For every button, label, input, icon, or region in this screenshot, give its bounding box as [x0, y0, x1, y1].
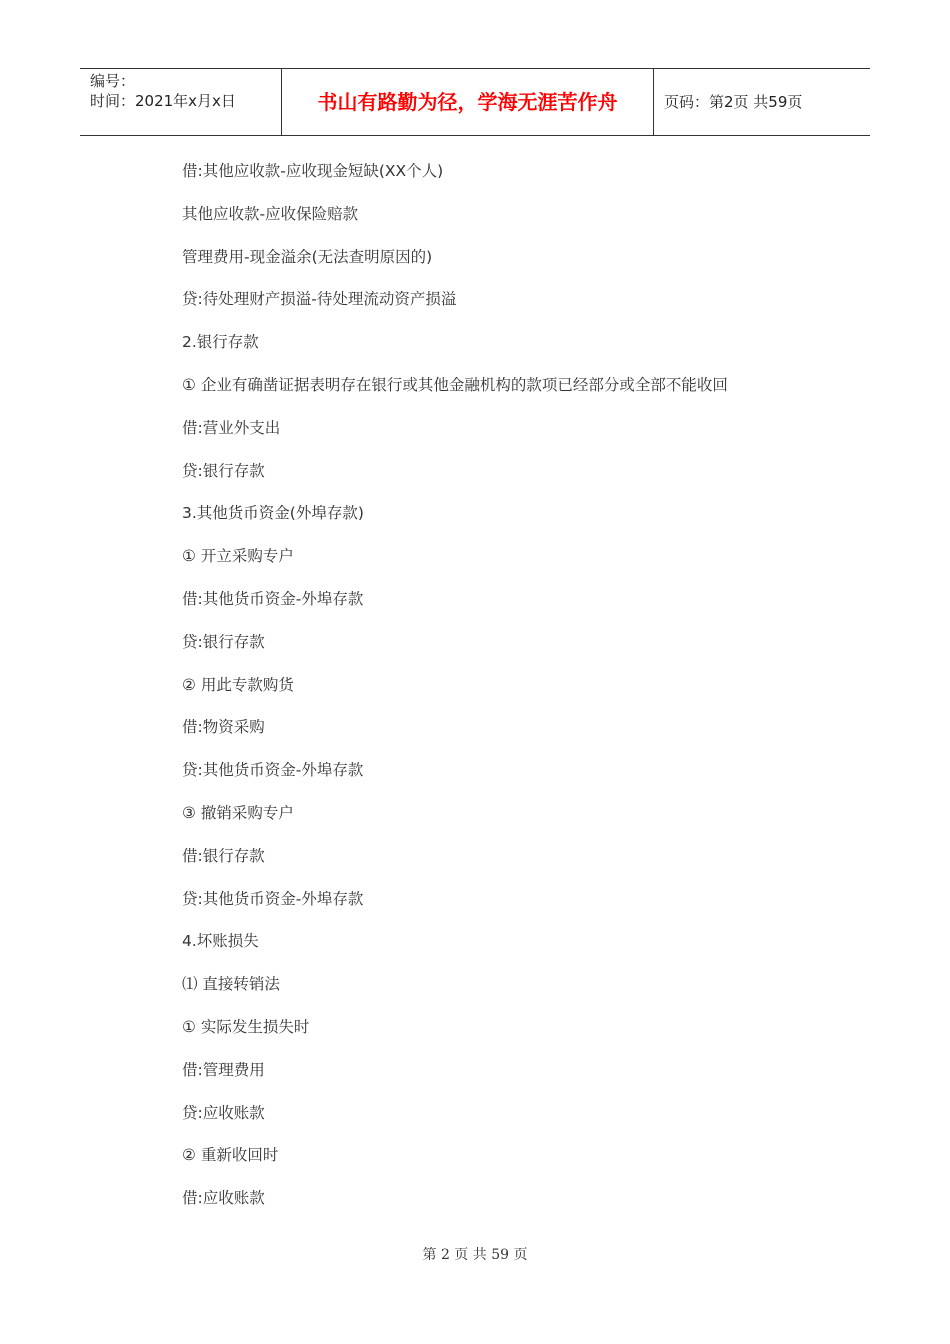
page-header	[80, 68, 870, 136]
text-line: 借:应收账款	[182, 1189, 265, 1208]
text-line: ③ 撤销采购专户	[182, 803, 294, 822]
header-motto: 书山有路勤为径，学海无涯苦作舟	[281, 69, 654, 135]
text-line: 贷:应收账款	[182, 1103, 265, 1122]
text-line: 借:银行存款	[182, 846, 265, 865]
page-footer: 第 2 页 共 59 页	[422, 1247, 528, 1263]
text-line: 贷:银行存款	[182, 461, 265, 480]
text-line: ① 企业有确凿证据表明存在银行或其他金融机构的款项已经部分或全部不能收回	[182, 375, 728, 394]
text-line: ⑴ 直接转销法	[182, 975, 280, 994]
text-line: 贷:其他货币资金-外埠存款	[182, 761, 364, 780]
text-line: 管理费用-现金溢余(无法查明原因的)	[182, 247, 433, 266]
text-line: ② 重新收回时	[182, 1146, 279, 1165]
text-line: 贷:待处理财产损溢-待处理流动资产损溢	[182, 290, 457, 309]
section-heading: 2.银行存款	[182, 333, 259, 352]
text-line: ① 实际发生损失时	[182, 1017, 310, 1036]
document-date: 时间：2021年x月x日	[90, 92, 236, 110]
document-body	[182, 156, 862, 1226]
text-line: 贷:其他货币资金-外埠存款	[182, 889, 364, 908]
text-line: ① 开立采购专户	[182, 547, 294, 566]
header-meta	[80, 69, 281, 135]
text-line: 借:其他货币资金-外埠存款	[182, 589, 364, 608]
text-line: 借:物资采购	[182, 718, 265, 737]
text-line: 借:管理费用	[182, 1060, 265, 1079]
text-line: 借:营业外支出	[182, 418, 281, 437]
document-code-label: 编号：	[90, 72, 136, 90]
text-line: 贷:银行存款	[182, 632, 265, 651]
text-line: ② 用此专款购货	[182, 675, 294, 694]
section-heading: 4.坏账损失	[182, 932, 259, 951]
section-heading: 3.其他货币资金(外埠存款)	[182, 504, 364, 523]
text-line: 借:其他应收款-应收现金短缺(XX个人)	[182, 162, 444, 180]
header-page-info: 页码：第2页 共59页	[664, 93, 803, 111]
text-line: 其他应收款-应收保险赔款	[182, 204, 359, 223]
